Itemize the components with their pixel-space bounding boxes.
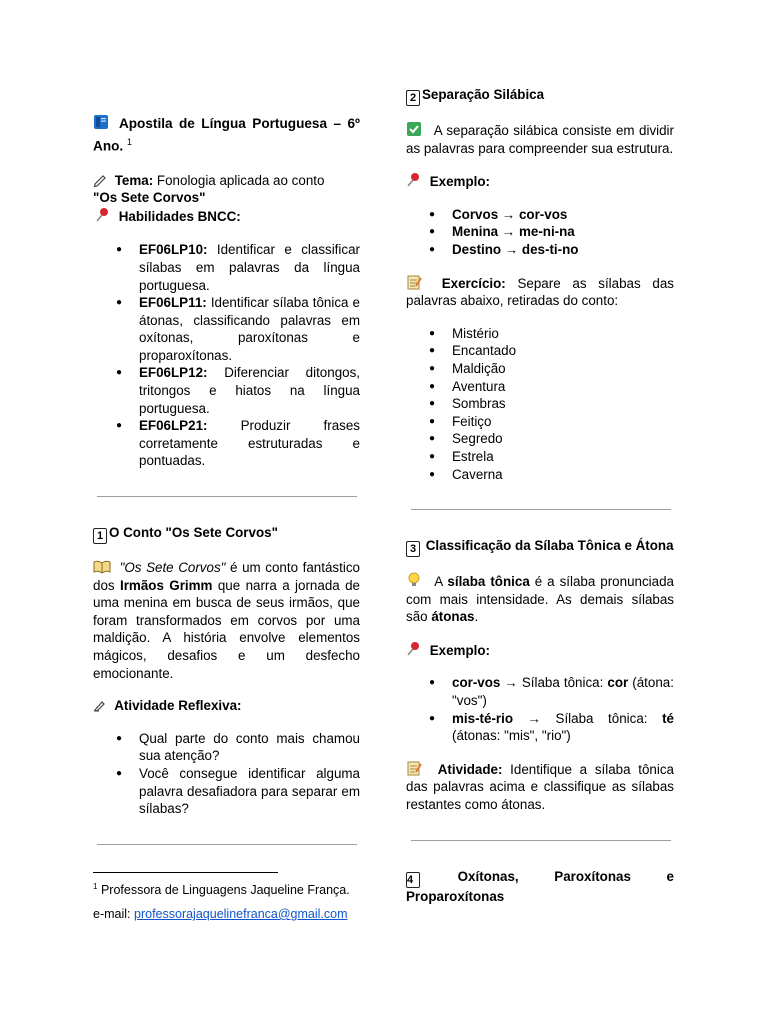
habilidades-heading [95, 207, 360, 226]
pushpin-icon [406, 641, 424, 656]
divider [411, 840, 671, 841]
list-item: ● Segredo [406, 430, 674, 448]
list-item [406, 674, 674, 709]
words-list [406, 325, 674, 483]
footnote-ref[interactable]: 1 [126, 137, 132, 147]
atonas-term: átonas [431, 609, 475, 625]
memo-icon [406, 274, 428, 289]
conto-authors: Irmãos Grimm [119, 577, 213, 593]
tonica-text: é a sílaba pronunciada com mais intensidade. As demais sílabas são [406, 574, 674, 625]
tema-text: Fonologia aplicada ao conto [156, 172, 325, 188]
footnote-text [93, 878, 350, 900]
tonica-paragraph: A sílaba tônica é a sílaba pronunciada com mais intensidade. As demais sílabas são átonas. [406, 574, 674, 625]
section1-heading [93, 524, 360, 544]
tema-story: "Os Sete Corvos" [93, 190, 206, 206]
list-item: ● Sombras [406, 395, 674, 413]
list-item: ● Mistério [406, 325, 674, 343]
list-item: ● Você consegue identificar alguma palavra desafiadora para separar em sílabas? [93, 765, 360, 818]
section4-heading [406, 868, 674, 906]
atividade-paragraph [406, 760, 674, 814]
section2-heading [406, 86, 674, 106]
tema-label: Tema: [114, 172, 154, 188]
atividade-text: Identifique a sílaba tônica das palavras acima e classifique as sílabas restantes como átonas. [406, 761, 674, 813]
list-item: ● Menina → me-ni-na [406, 223, 674, 241]
exemplo2-label: Exemplo: [429, 642, 491, 658]
email-label: e-mail: [93, 907, 131, 921]
example-arrow: → Sílaba tônica: [504, 675, 604, 691]
exercicio-label: Exercício: [441, 275, 506, 291]
section3-heading [406, 537, 674, 557]
divider [411, 509, 671, 510]
tonica-article: A [434, 574, 443, 590]
example-arrow: → Sílaba tônica: [527, 710, 648, 726]
keycap-1-icon: 1 [93, 528, 107, 544]
tema-paragraph [93, 172, 360, 207]
conto-text-1: é um conto fantástico dos [93, 560, 360, 593]
skill-text: Produzir frases corretamente estruturadas e pontuadas. [139, 418, 360, 469]
keycap-4-icon: 4 [406, 872, 420, 888]
exercicio-text: Separe as sílabas das palavras abaixo, retiradas do conto: [406, 275, 674, 309]
keycap-3-icon: 3 [406, 541, 420, 557]
exemplo-heading [406, 172, 674, 191]
skill-text: Diferenciar ditongos, tritongos e hiatos na língua portuguesa. [139, 365, 360, 416]
section4-title: Oxítonas, Paroxítonas e Proparoxítonas [406, 868, 674, 904]
example-word: cor-vos [452, 675, 501, 691]
keycap-2-icon: 2 [406, 90, 420, 106]
list-item: ● Caverna [406, 466, 674, 484]
atividade-label: Atividade: [437, 761, 503, 777]
light-bulb-icon [406, 572, 428, 587]
check-mark-icon [406, 121, 428, 136]
list-item: ● Estrela [406, 448, 674, 466]
skill-code: EF06LP11: [139, 295, 207, 311]
list-item: ● Qual parte do conto mais chamou sua atenção? [93, 730, 360, 765]
skill-code: EF06LP21: [139, 418, 208, 434]
habilidades-label: Habilidades BNCC: [118, 208, 241, 224]
list-item [93, 241, 360, 294]
skill-text: Identificar e classificar sílabas em palavras da língua portuguesa. [139, 242, 360, 293]
example-word: mis-té-rio [452, 710, 514, 726]
divider [97, 844, 357, 845]
examples-list [406, 206, 674, 259]
right-column [406, 86, 674, 905]
divider [97, 496, 357, 497]
skill-code: EF06LP10: [139, 242, 208, 258]
footnote-author: Professora de Linguagens Jaqueline França. [100, 883, 350, 898]
conto-title: "Os Sete Corvos" [119, 560, 226, 576]
document-title-text: Apostila de Língua Portuguesa – 6º Ano. [93, 116, 360, 154]
list-item: ● Corvos → cor-vos [406, 206, 674, 224]
list-item: ● Encantado [406, 342, 674, 360]
example-atonas: (átonas: "mis", "rio") [452, 728, 571, 744]
left-column [93, 114, 360, 845]
conto-paragraph [93, 559, 360, 682]
pencil-icon [93, 173, 109, 188]
exemplo2-heading [406, 641, 674, 660]
list-item: ● Maldição [406, 360, 674, 378]
atividade-reflexiva-heading [93, 697, 360, 715]
section2-title: Separação Silábica [422, 87, 545, 102]
example-atonas: (átona: "vos") [452, 675, 674, 709]
footnote-email [93, 906, 348, 924]
tonica-term: sílaba tônica [447, 574, 530, 590]
exercicio-paragraph [406, 274, 674, 310]
skill-code: EF06LP12: [139, 365, 208, 381]
writing-hand-icon [93, 698, 109, 713]
example-tonic: té [662, 710, 674, 726]
blue-book-icon [93, 114, 111, 129]
list-item [93, 417, 360, 470]
open-book-icon [93, 560, 113, 575]
tonic-examples-list [406, 674, 674, 744]
list-item: ● Aventura [406, 378, 674, 396]
separacao-text: A separação silábica consiste em dividir as palavras para compreender sua estrutura. [406, 123, 674, 156]
pushpin-icon [95, 207, 113, 222]
list-item [93, 294, 360, 364]
atividade-reflexiva-label: Atividade Reflexiva: [114, 698, 242, 714]
separacao-paragraph [406, 121, 674, 157]
list-item [406, 710, 674, 745]
skill-text: Identificar sílaba tônica e átonas, classificando palavras em oxítonas, paroxítonas e proparoxítonas. [139, 295, 360, 363]
section1-title: O Conto "Os Sete Corvos" [109, 525, 278, 541]
footnote-number: 1 [93, 882, 98, 891]
document-title [93, 114, 360, 156]
email-link[interactable]: professorajaquelinefranca@gmail.com [134, 907, 348, 921]
list-item: ● Destino → des-ti-no [406, 241, 674, 259]
exemplo-label: Exemplo: [429, 174, 491, 190]
questions-list [93, 730, 360, 818]
habilidades-list [93, 241, 360, 470]
footnote-rule [93, 872, 278, 873]
section3-title: Classificação da Sílaba Tônica e Átona [425, 538, 674, 554]
pushpin-icon [406, 172, 424, 187]
conto-text-2: que narra a jornada de uma menina em busca de seus irmãos, que foram transformados em corvos por uma maldição. A história envolve elementos mágicos, desafios e um desfecho emocionante. [93, 577, 360, 681]
list-item [93, 364, 360, 417]
example-tonic: cor [607, 675, 629, 691]
memo-icon [406, 760, 428, 775]
list-item: ● Feitiço [406, 413, 674, 431]
